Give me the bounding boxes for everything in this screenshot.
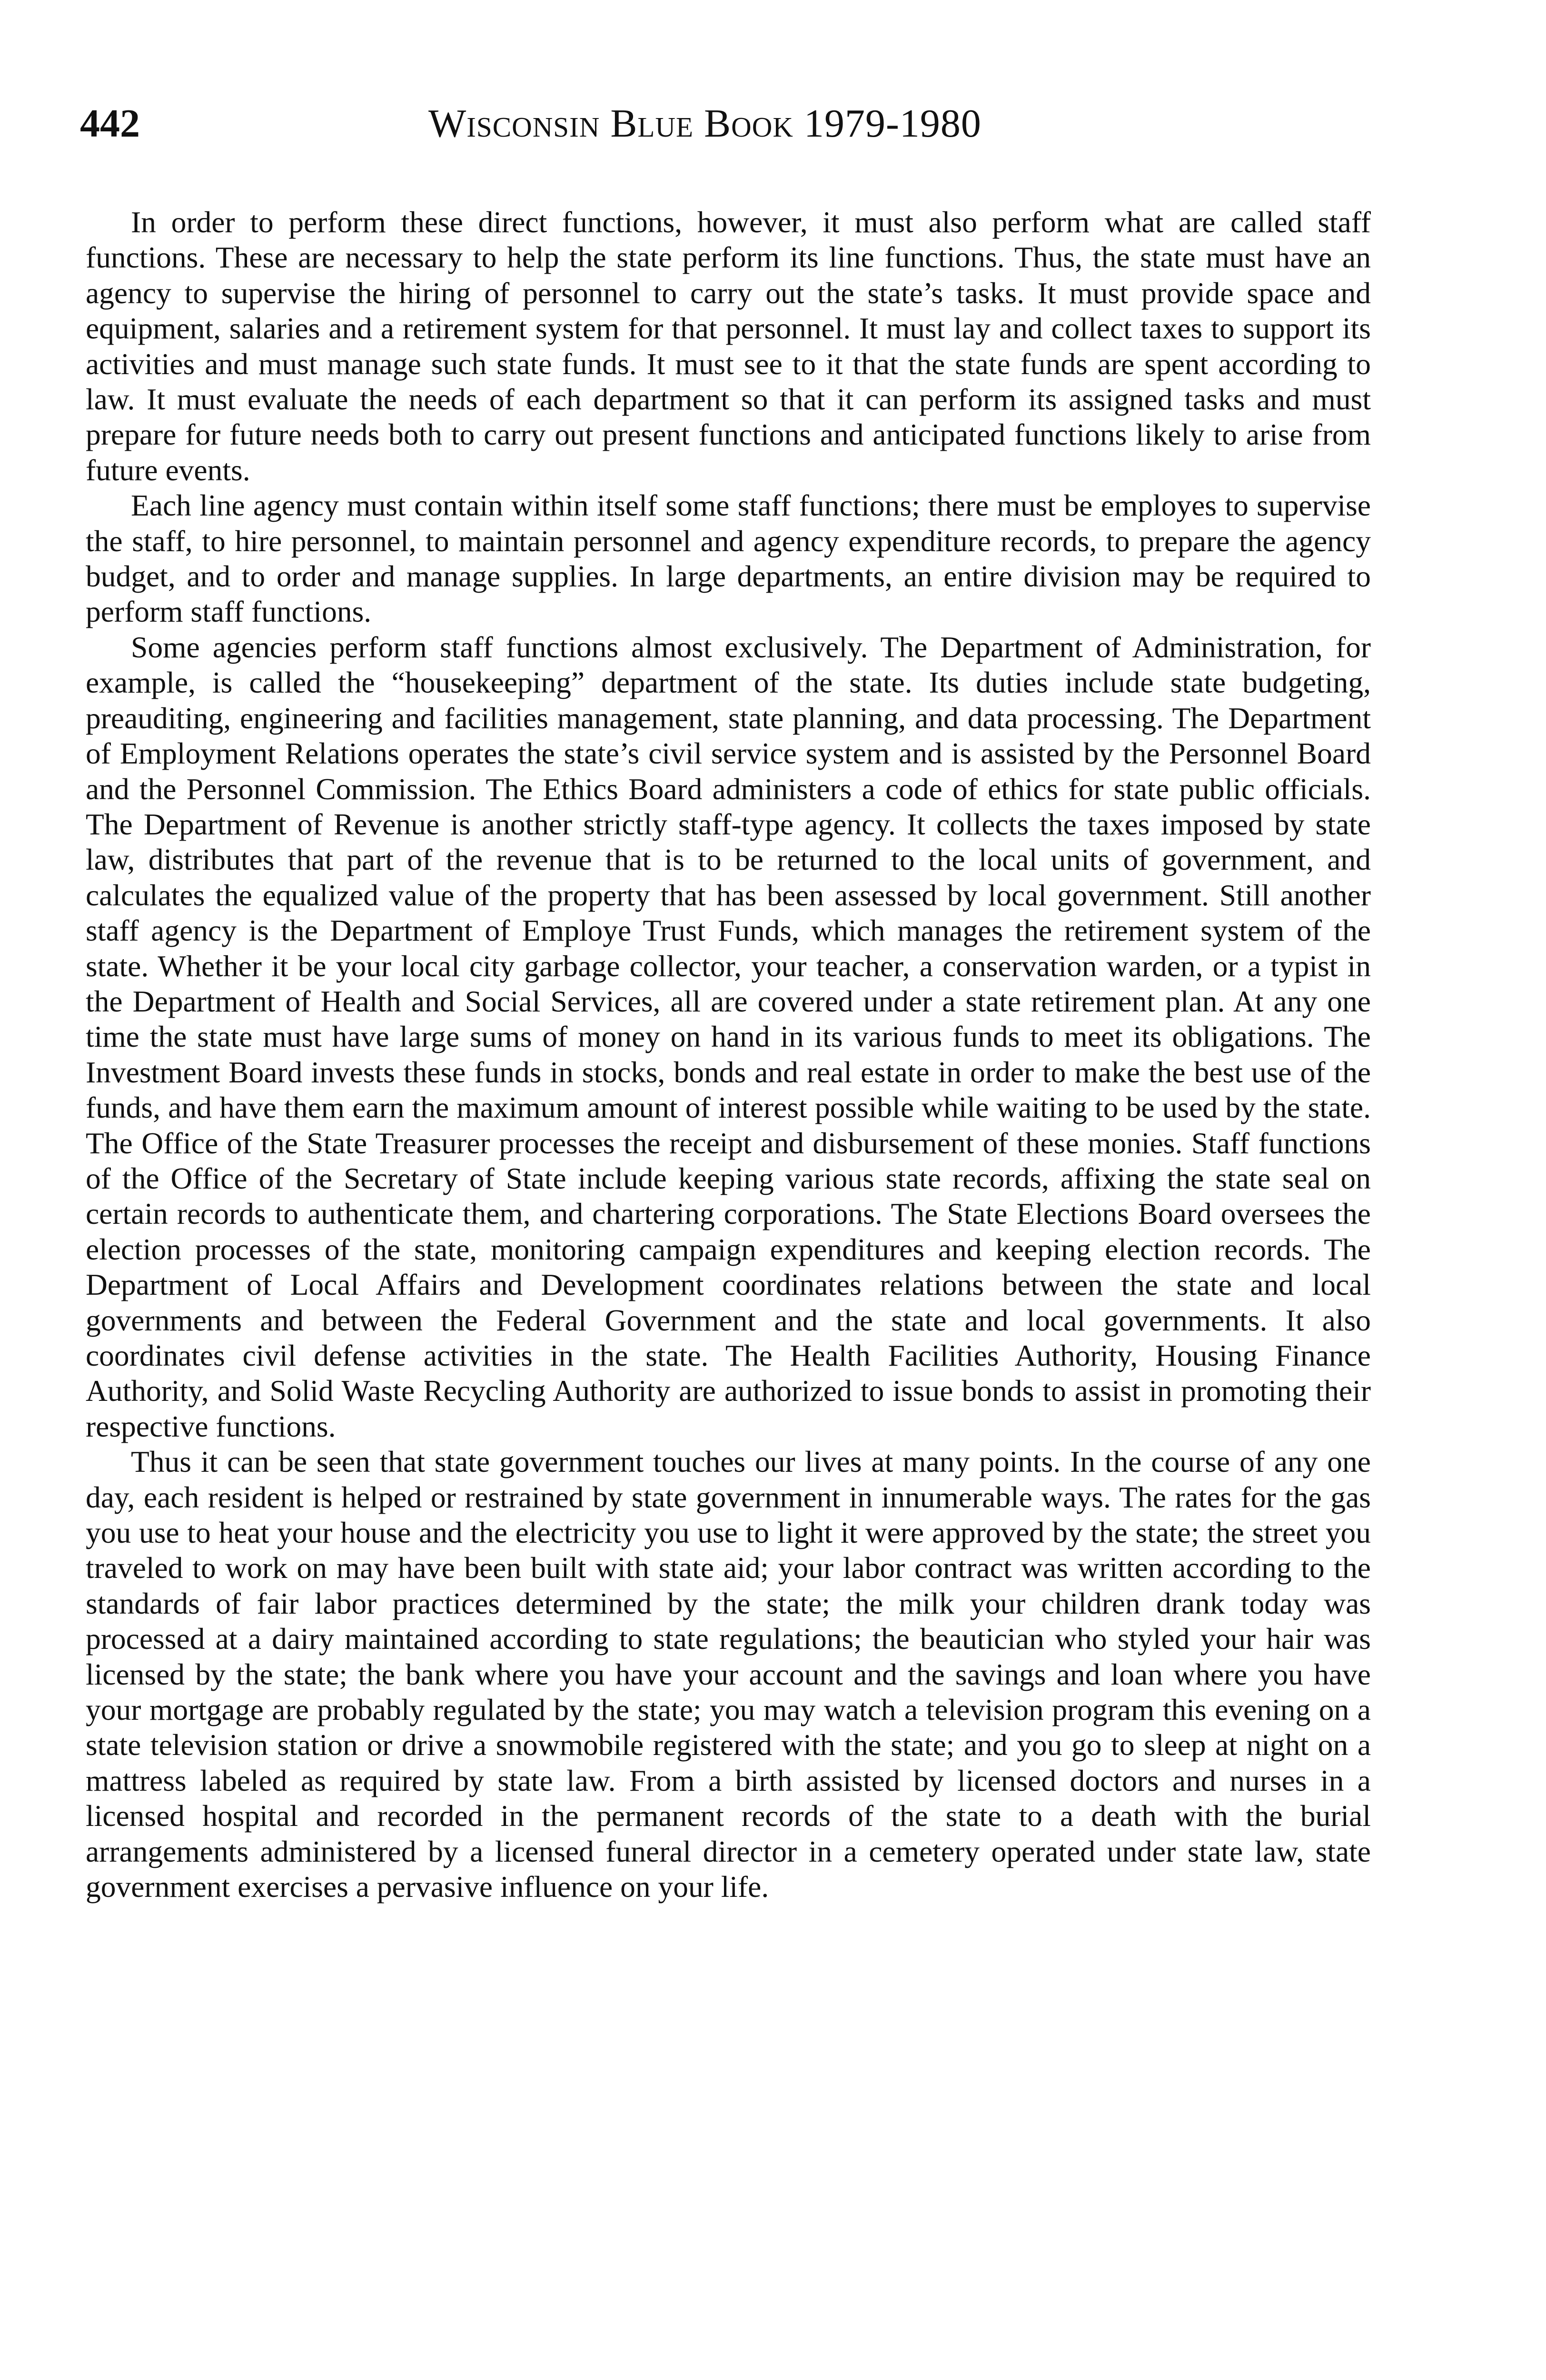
paragraph-staff-agencies: Some agencies perform staff functions almost exclusively. The Department of Administration, for example, is called the “housekeeping” department of the state. Its duties include state budgeting, preauditing, engineering and facilities management, state planning, and data processing. The Department of Employment Relations operates the state’s civil service system and is assisted by the Personnel Board and the Personnel Commission. The Ethics Board administers a code of ethics for state public officials. The Department of Revenue is another strictly staff-type agency. It collects the taxes imposed by state law, distributes that part of the revenue that is to be returned to the local units of government, and calculates the equalized value of the property that has been assessed by local government. Still another staff agency is the Department of Employe Trust Funds, which manages the retirement system of the state. Whether it be your local city garbage collector, your teacher, a conservation warden, or a typist in the Department of Health and Social Services, all are covered under a state retirement plan. At any one time the state must have large sums of money on hand in its various funds to meet its obligations. The Investment Board invests these funds in stocks, bonds and real estate in order to make the best use of the funds, and have them earn the maximum amount of interest possible while waiting to be used by the state. The Office of the State Treasurer processes the receipt and disbursement of these monies. Staff functions of the Office of the Secretary of State include keeping various state records, affixing the state seal on certain records to authenticate them, and chartering corporations. The State Elections Board oversees the election processes of the state, monitoring campaign expenditures and keeping election records. The Department of Local Affairs and Development coordinates relations between the state and local governments and between the Federal Government and the state and local governments. It also coordinates civil defense activities in the state. The Health Facilities Authority, Housing Finance Authority, and Solid Waste Recycling Authority are authorized to issue bonds to assist in promoting their respective functions. [86,630,1371,1443]
page-number: 442 [80,101,140,146]
paragraph-staff-functions: In order to perform these direct functions, however, it must also perform what are called staff functions. These are necessary to help the state perform its line functions. Thus, the state must have an agency to supervise the hiring of personnel to carry out the state’s tasks. It must provide space and equipment, salaries and a retirement system for that personnel. It must lay and collect taxes to support its activities and must manage such state funds. It must see to it that the state funds are spent according to law. It must evaluate the needs of each department so that it can perform its assigned tasks and must prepare for future needs both to carry out present functions and anticipated functions likely to arise from future events. [86,205,1371,487]
paragraph-line-agency: Each line agency must contain within itself some staff functions; there must be employes to supervise the staff, to hire personnel, to maintain personnel and agency expenditure records, to prepare the agency budget, and to order and manage supplies. In large departments, an entire division may be required to perform staff functions. [86,488,1371,629]
body-text [86,205,1371,1905]
paragraph-state-government-influence: Thus it can be seen that state government touches our lives at many points. In the course of any one day, each resident is helped or restrained by state government in innumerable ways. The rates for the gas you use to heat your house and the electricity you use to light it were approved by the state; the street you traveled to work on may have been built with state aid; your labor contract was written according to the standards of fair labor practices determined by the state; the milk your children drank today was processed at a dairy maintained according to state regulations; the beautician who styled your hair was licensed by the state; the bank where you have your account and the savings and loan where you have your mortgage are probably regulated by the state; you may watch a television program this evening on a state television station or drive a snowmobile registered with the state; and you go to sleep at night on a mattress labeled as required by state law. From a birth assisted by licensed doctors and nurses in a licensed hospital and recorded in the permanent records of the state to a death with the burial arrangements administered by a licensed funeral director in a cemetery operated under state law, state government exercises a pervasive influence on your life. [86,1445,1371,1904]
running-head: Wisconsin Blue Book 1979-1980 [428,101,981,146]
